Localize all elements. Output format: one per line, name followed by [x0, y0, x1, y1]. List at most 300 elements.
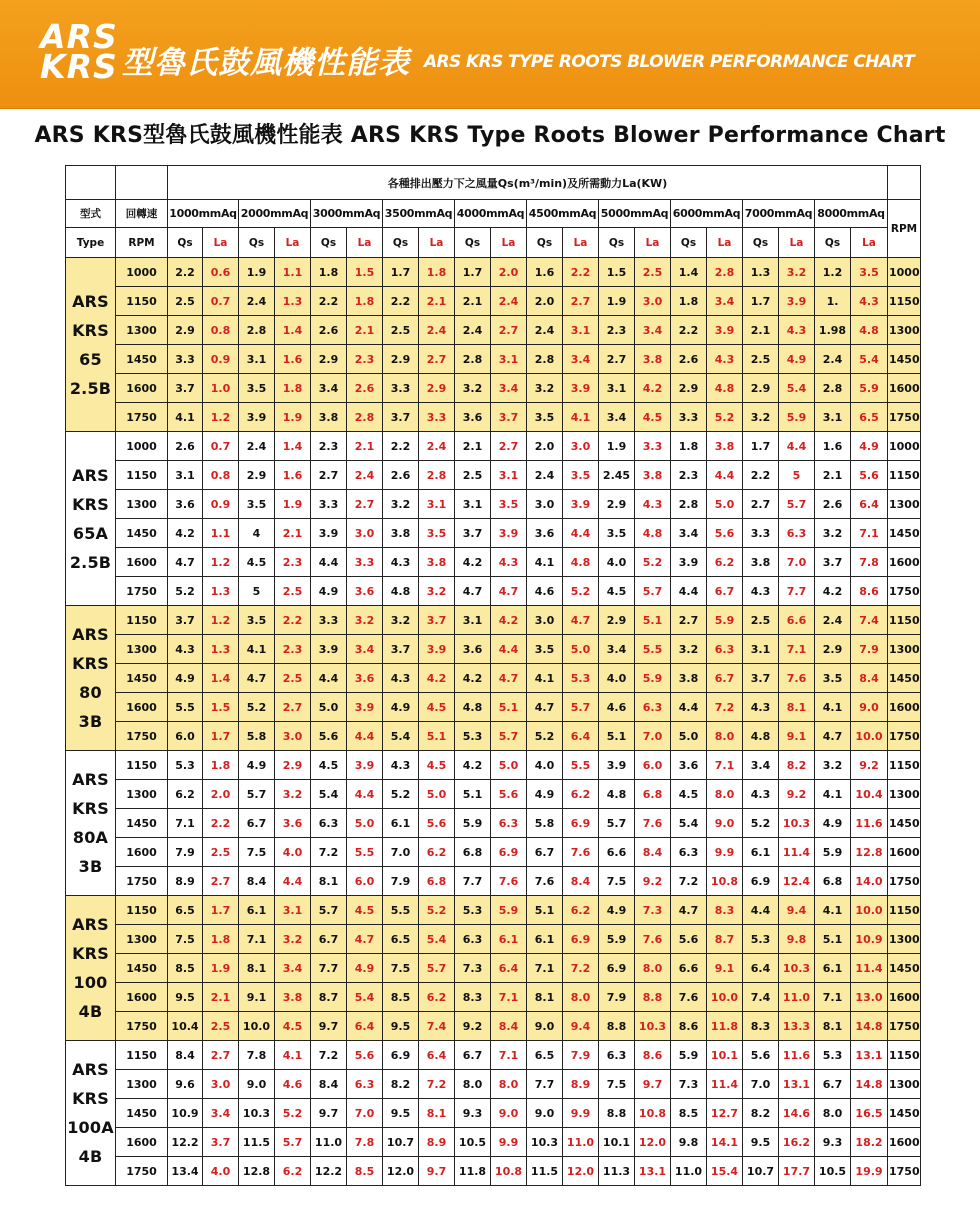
qs-value: 2.8	[239, 316, 275, 345]
qs-value: 1.8	[671, 432, 707, 461]
qs-value: 4.7	[455, 577, 491, 606]
qs-value: 6.5	[383, 925, 419, 954]
qs-value: 3.3	[168, 345, 203, 374]
la-value: 3.3	[635, 432, 671, 461]
la-value: 5.2	[275, 1099, 311, 1128]
qs-value: 5.2	[239, 693, 275, 722]
la-value: 7.1	[491, 1041, 527, 1070]
la-value: 5.4	[347, 983, 383, 1012]
la-value: 7.6	[491, 867, 527, 896]
la-value: 1.8	[275, 374, 311, 403]
la-value: 3.4	[347, 635, 383, 664]
qs-value: 4.5	[311, 751, 347, 780]
qs-value: 6.5	[168, 896, 203, 925]
qs-value: 6.6	[671, 954, 707, 983]
model-line: 100A	[67, 1118, 114, 1137]
qs-value: 4.1	[168, 403, 203, 432]
qs-value: 3.5	[239, 606, 275, 635]
header-rpm-right: RPM	[888, 200, 921, 258]
la-value: 4.4	[707, 461, 743, 490]
qs-value: 5.3	[743, 925, 779, 954]
qs-value: 2.45	[599, 461, 635, 490]
qs-value: 4.2	[455, 664, 491, 693]
la-value: 4.4	[347, 780, 383, 809]
qs-value: 12.2	[311, 1157, 347, 1186]
qs-value: 5.3	[815, 1041, 851, 1070]
la-value: 3.9	[563, 490, 599, 519]
qs-value: 1.4	[671, 258, 707, 287]
qs-value: 3.1	[743, 635, 779, 664]
qs-value: 4.4	[671, 693, 707, 722]
la-value: 3.2	[275, 780, 311, 809]
la-value: 1.9	[203, 954, 239, 983]
la-value: 3.0	[347, 519, 383, 548]
la-value: 4.1	[275, 1041, 311, 1070]
la-value: 4.5	[275, 1012, 311, 1041]
la-value: 6.3	[779, 519, 815, 548]
la-value: 10.3	[635, 1012, 671, 1041]
la-value: 1.8	[347, 287, 383, 316]
qs-value: 5.1	[455, 780, 491, 809]
la-value: 4.7	[491, 664, 527, 693]
la-value: 5.4	[419, 925, 455, 954]
qs-value: 3.1	[455, 490, 491, 519]
qs-value: 1.98	[815, 316, 851, 345]
la-value: 6.0	[347, 867, 383, 896]
la-value: 5.2	[419, 896, 455, 925]
la-value: 1.4	[275, 432, 311, 461]
qs-value: 8.1	[815, 1012, 851, 1041]
la-value: 3.6	[275, 809, 311, 838]
rpm-right-cell: 1600	[888, 838, 921, 867]
qs-value: 2.4	[239, 287, 275, 316]
la-value: 2.4	[491, 287, 527, 316]
qs-value: 8.5	[671, 1099, 707, 1128]
la-value: 11.0	[779, 983, 815, 1012]
qs-value: 9.0	[239, 1070, 275, 1099]
la-value: 12.0	[635, 1128, 671, 1157]
la-value: 6.4	[347, 1012, 383, 1041]
header-la: La	[275, 228, 311, 258]
header-qs: Qs	[599, 228, 635, 258]
table-row	[66, 867, 921, 896]
qs-value: 4.9	[168, 664, 203, 693]
la-value: 5.3	[563, 664, 599, 693]
qs-value: 3.7	[383, 403, 419, 432]
qs-value: 3.2	[743, 403, 779, 432]
qs-value: 4.7	[671, 896, 707, 925]
la-value: 11.6	[851, 809, 888, 838]
qs-value: 1.	[815, 287, 851, 316]
qs-value: 4.3	[743, 577, 779, 606]
qs-value: 1.9	[239, 258, 275, 287]
la-value: 9.0	[491, 1099, 527, 1128]
qs-value: 8.1	[527, 983, 563, 1012]
la-value: 7.0	[779, 548, 815, 577]
la-value: 4.8	[563, 548, 599, 577]
table-row	[66, 548, 921, 577]
la-value: 4.2	[491, 606, 527, 635]
header-model-cn: 型式	[66, 200, 116, 228]
la-value: 1.2	[203, 403, 239, 432]
table-row	[66, 519, 921, 548]
la-value: 4.2	[419, 664, 455, 693]
qs-value: 10.5	[815, 1157, 851, 1186]
rpm-right-cell: 1750	[888, 722, 921, 751]
la-value: 4.4	[563, 519, 599, 548]
qs-value: 3.5	[527, 403, 563, 432]
header-pressure-3: 3000mmAq	[311, 200, 383, 228]
la-value: 11.6	[779, 1041, 815, 1070]
la-value: 9.7	[419, 1157, 455, 1186]
table-row	[66, 1012, 921, 1041]
header-model-en: Type	[66, 228, 116, 258]
qs-value: 4.3	[383, 548, 419, 577]
la-value: 10.0	[707, 983, 743, 1012]
rpm-cell: 1000	[116, 432, 168, 461]
table-row	[66, 403, 921, 432]
qs-value: 2.2	[311, 287, 347, 316]
qs-value: 5.2	[383, 780, 419, 809]
header-la: La	[707, 228, 743, 258]
rpm-right-cell: 1000	[888, 432, 921, 461]
qs-value: 2.5	[383, 316, 419, 345]
qs-value: 9.2	[455, 1012, 491, 1041]
rpm-cell: 1600	[116, 693, 168, 722]
qs-value: 4.4	[671, 577, 707, 606]
qs-value: 3.6	[671, 751, 707, 780]
qs-value: 7.1	[239, 925, 275, 954]
qs-value: 11.8	[455, 1157, 491, 1186]
qs-value: 3.7	[168, 606, 203, 635]
la-value: 4.7	[563, 606, 599, 635]
la-value: 6.3	[491, 809, 527, 838]
qs-value: 9.5	[168, 983, 203, 1012]
la-value: 3.9	[419, 635, 455, 664]
header-la: La	[491, 228, 527, 258]
qs-value: 7.5	[168, 925, 203, 954]
qs-value: 6.7	[815, 1070, 851, 1099]
la-value: 8.6	[851, 577, 888, 606]
table-row	[66, 577, 921, 606]
qs-value: 9.5	[743, 1128, 779, 1157]
la-value: 2.5	[275, 577, 311, 606]
qs-value: 8.6	[671, 1012, 707, 1041]
la-value: 6.2	[563, 896, 599, 925]
la-value: 8.0	[491, 1070, 527, 1099]
qs-value: 6.3	[599, 1041, 635, 1070]
rpm-right-cell: 1150	[888, 461, 921, 490]
rpm-right-cell: 1750	[888, 403, 921, 432]
la-value: 4.6	[275, 1070, 311, 1099]
la-value: 7.8	[347, 1128, 383, 1157]
la-value: 5.9	[635, 664, 671, 693]
la-value: 7.6	[635, 809, 671, 838]
rpm-right-cell: 1000	[888, 258, 921, 287]
qs-value: 3.6	[455, 403, 491, 432]
qs-value: 4.2	[168, 519, 203, 548]
qs-value: 5.3	[168, 751, 203, 780]
la-value: 2.4	[419, 316, 455, 345]
la-value: 8.0	[707, 780, 743, 809]
la-value: 2.7	[419, 345, 455, 374]
la-value: 8.1	[779, 693, 815, 722]
model-line: 3B	[78, 712, 103, 731]
la-value: 2.7	[347, 490, 383, 519]
la-value: 3.7	[419, 606, 455, 635]
la-value: 3.8	[635, 461, 671, 490]
qs-value: 3.6	[168, 490, 203, 519]
qs-value: 8.0	[455, 1070, 491, 1099]
la-value: 18.2	[851, 1128, 888, 1157]
qs-value: 4.8	[455, 693, 491, 722]
la-value: 12.4	[779, 867, 815, 896]
la-value: 9.7	[635, 1070, 671, 1099]
la-value: 8.0	[707, 722, 743, 751]
header-qs: Qs	[311, 228, 347, 258]
rpm-right-cell: 1300	[888, 490, 921, 519]
qs-value: 7.0	[383, 838, 419, 867]
la-value: 3.2	[779, 258, 815, 287]
la-value: 9.1	[779, 722, 815, 751]
rpm-cell: 1750	[116, 1157, 168, 1186]
qs-value: 4.7	[527, 693, 563, 722]
la-value: 4.9	[851, 432, 888, 461]
la-value: 14.8	[851, 1070, 888, 1099]
la-value: 3.7	[491, 403, 527, 432]
la-value: 2.1	[347, 432, 383, 461]
la-value: 7.2	[419, 1070, 455, 1099]
qs-value: 6.3	[455, 925, 491, 954]
la-value: 4.4	[491, 635, 527, 664]
qs-value: 3.9	[239, 403, 275, 432]
header-span-title: 各種排出壓力下之風量Qs(m³/min)及所需動力La(KW)	[168, 166, 888, 200]
la-value: 16.2	[779, 1128, 815, 1157]
la-value: 4.4	[779, 432, 815, 461]
qs-value: 11.3	[599, 1157, 635, 1186]
la-value: 10.3	[779, 809, 815, 838]
rpm-right-cell: 1750	[888, 867, 921, 896]
qs-value: 8.3	[455, 983, 491, 1012]
la-value: 3.2	[275, 925, 311, 954]
qs-value: 4.4	[311, 548, 347, 577]
table-row	[66, 490, 921, 519]
rpm-cell: 1150	[116, 287, 168, 316]
la-value: 3.4	[491, 374, 527, 403]
qs-value: 10.3	[527, 1128, 563, 1157]
qs-value: 3.7	[815, 548, 851, 577]
qs-value: 3.1	[815, 403, 851, 432]
qs-value: 3.2	[455, 374, 491, 403]
banner-title-en: ARS KRS TYPE ROOTS BLOWER PERFORMANCE CHART	[424, 52, 915, 72]
header-la: La	[203, 228, 239, 258]
la-value: 5.9	[851, 374, 888, 403]
rpm-right-cell: 1300	[888, 635, 921, 664]
la-value: 5.7	[491, 722, 527, 751]
la-value: 2.6	[347, 374, 383, 403]
model-line: KRS	[72, 320, 109, 340]
qs-value: 2.9	[311, 345, 347, 374]
qs-value: 3.1	[599, 374, 635, 403]
brand-line-2: KRS	[40, 47, 118, 86]
rpm-right-cell: 1450	[888, 519, 921, 548]
la-value: 5.6	[419, 809, 455, 838]
header-la: La	[635, 228, 671, 258]
rpm-cell: 1300	[116, 925, 168, 954]
model-cell	[66, 1041, 116, 1186]
qs-value: 8.5	[168, 954, 203, 983]
la-value: 1.1	[203, 519, 239, 548]
la-value: 3.4	[275, 954, 311, 983]
la-value: 2.7	[203, 1041, 239, 1070]
la-value: 8.8	[635, 983, 671, 1012]
qs-value: 3.4	[599, 403, 635, 432]
header-pressure-4: 3500mmAq	[383, 200, 455, 228]
qs-value: 4.1	[815, 780, 851, 809]
table-row	[66, 693, 921, 722]
qs-value: 6.1	[383, 809, 419, 838]
qs-value: 2.7	[743, 490, 779, 519]
qs-value: 9.5	[383, 1012, 419, 1041]
la-value: 1.8	[203, 925, 239, 954]
qs-value: 9.5	[383, 1099, 419, 1128]
table-row	[66, 954, 921, 983]
rpm-cell: 1750	[116, 577, 168, 606]
qs-value: 2.6	[815, 490, 851, 519]
qs-value: 2.1	[815, 461, 851, 490]
la-value: 3.5	[491, 490, 527, 519]
rpm-cell: 1750	[116, 722, 168, 751]
la-value: 3.0	[203, 1070, 239, 1099]
la-value: 0.7	[203, 287, 239, 316]
la-value: 0.8	[203, 461, 239, 490]
qs-value: 4.5	[239, 548, 275, 577]
la-value: 10.1	[707, 1041, 743, 1070]
la-value: 1.7	[203, 722, 239, 751]
table-row	[66, 432, 921, 461]
la-value: 8.4	[851, 664, 888, 693]
table-row	[66, 461, 921, 490]
qs-value: 4.3	[743, 693, 779, 722]
qs-value: 8.4	[311, 1070, 347, 1099]
la-value: 8.9	[563, 1070, 599, 1099]
table-row	[66, 1041, 921, 1070]
qs-value: 6.1	[815, 954, 851, 983]
la-value: 1.2	[203, 606, 239, 635]
la-value: 6.8	[635, 780, 671, 809]
qs-value: 8.1	[239, 954, 275, 983]
qs-value: 2.1	[455, 432, 491, 461]
qs-value: 3.2	[383, 606, 419, 635]
qs-value: 1.9	[599, 432, 635, 461]
qs-value: 6.7	[311, 925, 347, 954]
la-value: 5.0	[563, 635, 599, 664]
qs-value: 11.5	[527, 1157, 563, 1186]
qs-value: 11.5	[239, 1128, 275, 1157]
la-value: 2.0	[491, 258, 527, 287]
table-row	[66, 345, 921, 374]
la-value: 17.7	[779, 1157, 815, 1186]
qs-value: 2.4	[815, 345, 851, 374]
la-value: 5.5	[635, 635, 671, 664]
qs-value: 9.3	[815, 1128, 851, 1157]
la-value: 8.1	[419, 1099, 455, 1128]
qs-value: 1.7	[455, 258, 491, 287]
la-value: 5.7	[563, 693, 599, 722]
la-value: 9.0	[851, 693, 888, 722]
qs-value: 6.8	[815, 867, 851, 896]
la-value: 7.3	[635, 896, 671, 925]
la-value: 4.9	[347, 954, 383, 983]
qs-value: 9.7	[311, 1099, 347, 1128]
qs-value: 3.6	[455, 635, 491, 664]
qs-value: 2.4	[815, 606, 851, 635]
rpm-cell: 1150	[116, 1041, 168, 1070]
qs-value: 9.6	[168, 1070, 203, 1099]
la-value: 4.3	[491, 548, 527, 577]
la-value: 5.2	[635, 548, 671, 577]
qs-value: 7.8	[239, 1041, 275, 1070]
qs-value: 4.8	[383, 577, 419, 606]
rpm-right-cell: 1450	[888, 664, 921, 693]
la-value: 10.8	[491, 1157, 527, 1186]
la-value: 4.5	[635, 403, 671, 432]
table-row	[66, 635, 921, 664]
qs-value: 7.7	[455, 867, 491, 896]
qs-value: 4.3	[743, 780, 779, 809]
qs-value: 4	[239, 519, 275, 548]
qs-value: 4.8	[743, 722, 779, 751]
qs-value: 3.8	[311, 403, 347, 432]
la-value: 3.4	[635, 316, 671, 345]
rpm-right-cell: 1600	[888, 374, 921, 403]
model-line: 80	[79, 683, 102, 702]
header-la: La	[851, 228, 888, 258]
model-cell	[66, 258, 116, 432]
la-value: 6.0	[635, 751, 671, 780]
qs-value: 7.9	[599, 983, 635, 1012]
model-line: 2.5B	[69, 378, 112, 398]
table-row	[66, 809, 921, 838]
qs-value: 8.7	[311, 983, 347, 1012]
qs-value: 2.5	[743, 606, 779, 635]
table-row	[66, 1128, 921, 1157]
la-value: 3.5	[563, 461, 599, 490]
qs-value: 7.5	[239, 838, 275, 867]
la-value: 4.5	[419, 751, 455, 780]
la-value: 3.7	[203, 1128, 239, 1157]
qs-value: 5.1	[599, 722, 635, 751]
la-value: 5.4	[851, 345, 888, 374]
qs-value: 5.1	[815, 925, 851, 954]
la-value: 3.0	[635, 287, 671, 316]
la-value: 8.4	[563, 867, 599, 896]
la-value: 6.2	[707, 548, 743, 577]
qs-value: 3.3	[311, 606, 347, 635]
model-cell	[66, 896, 116, 1041]
la-value: 1.0	[203, 374, 239, 403]
rpm-right-cell: 1600	[888, 548, 921, 577]
la-value: 3.4	[707, 287, 743, 316]
qs-value: 5.7	[599, 809, 635, 838]
la-value: 7.6	[635, 925, 671, 954]
qs-value: 8.9	[168, 867, 203, 896]
header-pressure-8: 6000mmAq	[671, 200, 743, 228]
model-cell	[66, 606, 116, 751]
la-value: 4.8	[707, 374, 743, 403]
model-line: KRS	[72, 799, 109, 818]
la-value: 2.9	[275, 751, 311, 780]
